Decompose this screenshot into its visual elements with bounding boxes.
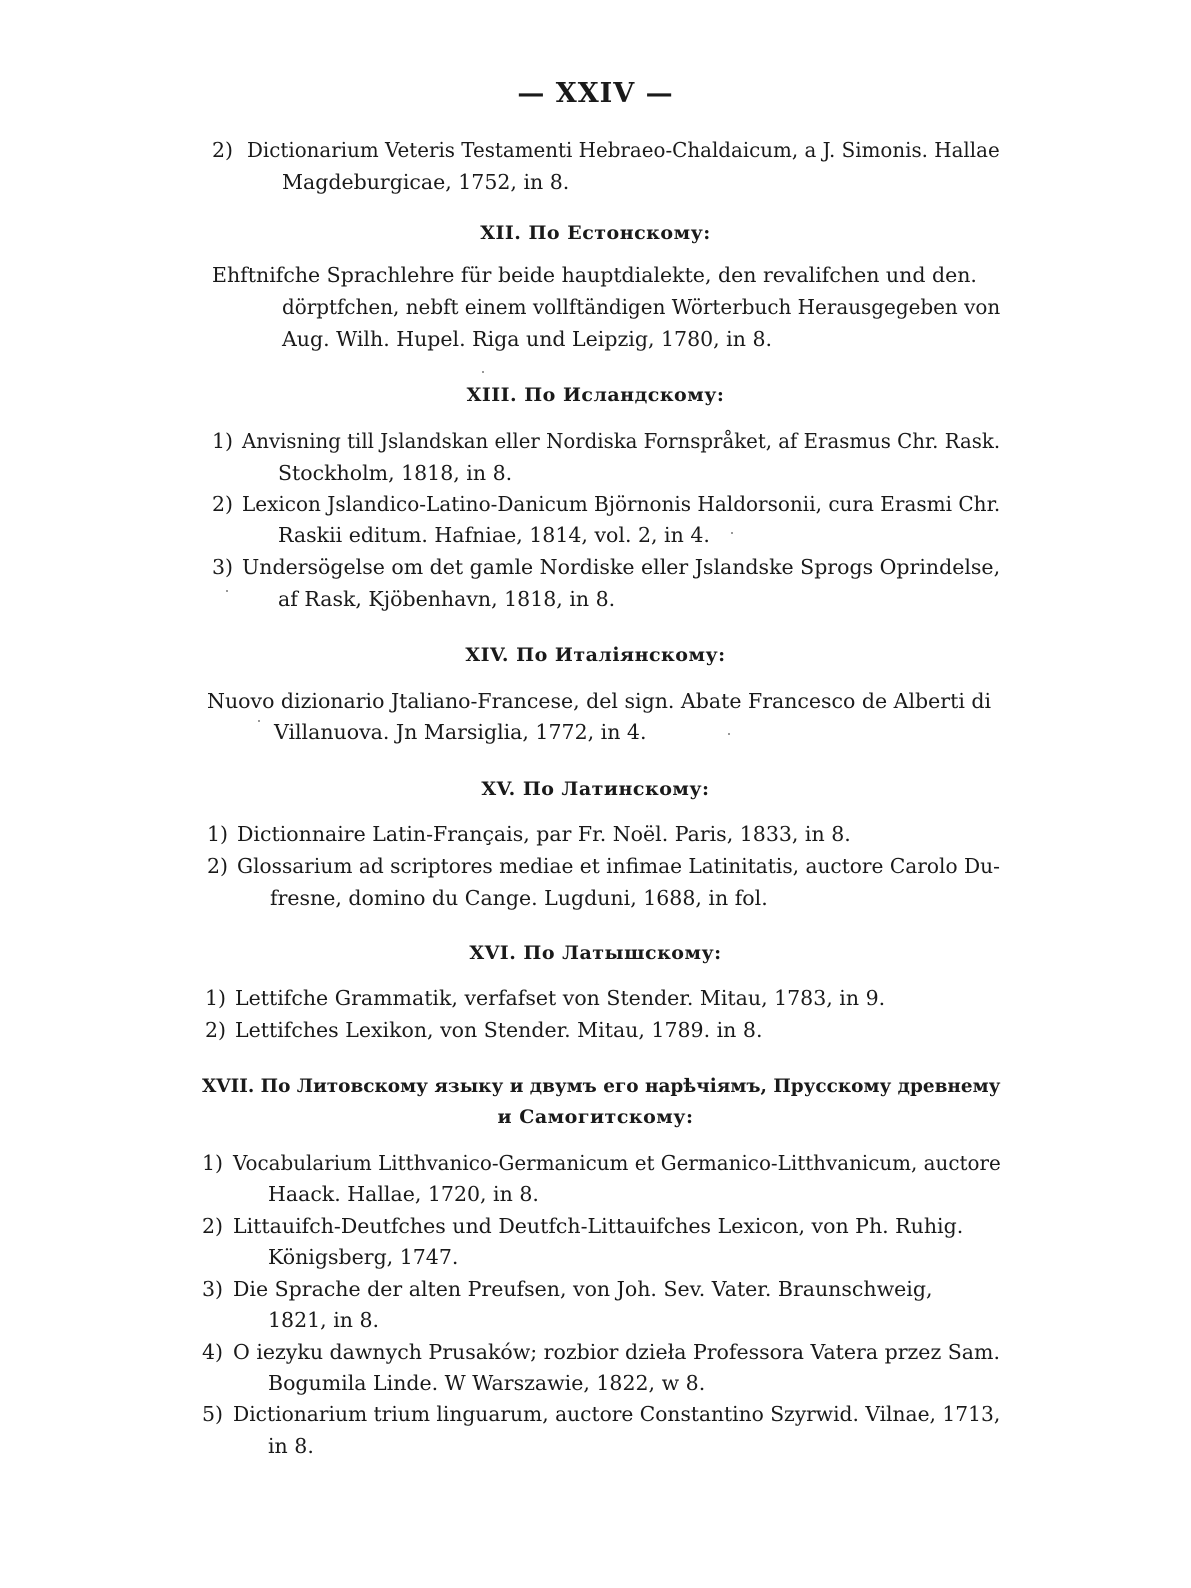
entry-xvii-5-line2: in 8. bbox=[268, 1434, 314, 1458]
entry-xv-1-number: 1) bbox=[207, 822, 229, 846]
entry-xvii-2-line2: Königsberg, 1747. bbox=[268, 1245, 459, 1269]
entry-xvii-2-number: 2) bbox=[202, 1214, 224, 1238]
entry-xvii-1-number: 1) bbox=[202, 1151, 224, 1175]
entry-xvii-5-line1: Dictionarium trium linguarum, auctore Constantino Szyrwid. Vilnae, 1713, bbox=[233, 1402, 1001, 1426]
entry-xiii-3-number: 3) bbox=[212, 555, 234, 579]
entry-xi-2-number: 2) bbox=[212, 138, 234, 162]
section-heading-xvii-line1: XVII. По Литовскому языку и двумъ его нарѣчіямъ, Прусскому древнему bbox=[202, 1075, 1001, 1097]
entry-xvii-5-number: 5) bbox=[202, 1402, 224, 1426]
entry-xii-1-line2: dörptfchen, nebft einem vollftändigen Wörterbuch Herausgegeben von bbox=[282, 295, 1001, 319]
entry-xvii-3-line2: 1821, in 8. bbox=[268, 1308, 380, 1332]
section-heading-xiv: XIV. По Италіянскому: bbox=[465, 644, 726, 666]
entry-xv-2-line2: fresne, domino du Cange. Lugduni, 1688, in fol. bbox=[270, 886, 768, 910]
entry-xv-2-number: 2) bbox=[207, 854, 229, 878]
scan-speck bbox=[258, 720, 260, 722]
entry-xv-2-line1: Glossarium ad scriptores mediae et infimae Latinitatis, auctore Carolo Du- bbox=[237, 854, 1000, 878]
page-number: — XXIV — bbox=[517, 78, 674, 109]
entry-xvii-4-line2: Bogumila Linde. W Warszawie, 1822, w 8. bbox=[268, 1371, 706, 1395]
scan-speck bbox=[728, 733, 730, 735]
entry-xvi-2-line1: Lettifches Lexikon, von Stender. Mitau, 1789. in 8. bbox=[235, 1018, 763, 1042]
section-heading-xvi: XVI. По Латышскому: bbox=[469, 942, 722, 964]
entry-xvii-1-line1: Vocabularium Litthvanico-Germanicum et Germanico-Litthvanicum, auctore bbox=[233, 1151, 1001, 1175]
section-heading-xii: XII. По Естонскому: bbox=[480, 222, 711, 244]
entry-xiii-3-line2: af Rask, Kjöbenhavn, 1818, in 8. bbox=[278, 587, 616, 611]
section-heading-xiii: XIII. По Исландскому: bbox=[466, 384, 725, 406]
entry-xvi-1-line1: Lettifche Grammatik, verfafset von Stender. Mitau, 1783, in 9. bbox=[235, 986, 886, 1010]
section-heading-xv: XV. По Латинскому: bbox=[481, 778, 710, 800]
entry-xiv-1-line1: Nuovo dizionario Jtaliano-Francese, del sign. Abate Francesco de Alberti di bbox=[207, 689, 992, 713]
section-heading-xvii-line2: и Самогитскому: bbox=[497, 1106, 694, 1128]
entry-xiii-2-line1: Lexicon Jslandico-Latino-Danicum Björnonis Haldorsonii, cura Erasmi Chr. bbox=[242, 492, 1001, 516]
entry-xi-2-line2: Magdeburgicae, 1752, in 8. bbox=[282, 170, 570, 194]
entry-xii-1-line1: Ehftnifche Sprachlehre für beide hauptdialekte, den revalifchen und den. bbox=[212, 263, 977, 287]
scan-speck bbox=[482, 371, 484, 373]
entry-xi-2-line1: Dictionarium Veteris Testamenti Hebraeo-Chaldaicum, a J. Simonis. Hallae bbox=[247, 138, 1000, 162]
entry-xvii-3-line1: Die Sprache der alten Preufsen, von Joh. Sev. Vater. Braunschweig, bbox=[233, 1277, 933, 1301]
entry-xiv-1-line2: Villanuova. Jn Marsiglia, 1772, in 4. bbox=[274, 720, 647, 744]
scan-speck bbox=[226, 590, 228, 592]
entry-xv-1-line1: Dictionnaire Latin-Français, par Fr. Noël. Paris, 1833, in 8. bbox=[237, 822, 851, 846]
entry-xvii-4-line1: O iezyku dawnych Prusaków; rozbior dzieła Professora Vatera przez Sam. bbox=[233, 1340, 1000, 1364]
entry-xiii-2-number: 2) bbox=[212, 492, 234, 516]
entry-xiii-1-line2: Stockholm, 1818, in 8. bbox=[278, 461, 513, 485]
entry-xvii-4-number: 4) bbox=[202, 1340, 224, 1364]
entry-xvii-3-number: 3) bbox=[202, 1277, 224, 1301]
entry-xvii-1-line2: Haack. Hallae, 1720, in 8. bbox=[268, 1182, 539, 1206]
entry-xii-1-line3: Aug. Wilh. Hupel. Riga und Leipzig, 1780, in 8. bbox=[282, 327, 773, 351]
entry-xiii-1-number: 1) bbox=[212, 429, 234, 453]
entry-xvii-2-line1: Littauifch-Deutfches und Deutfch-Littauifches Lexicon, von Ph. Ruhig. bbox=[233, 1214, 964, 1238]
scan-speck bbox=[731, 532, 733, 534]
entry-xiii-1-line1: Anvisning till Jslandskan eller Nordiska Fornspråket, af Erasmus Chr. Rask. bbox=[242, 429, 1001, 453]
entry-xvi-2-number: 2) bbox=[205, 1018, 227, 1042]
entry-xvi-1-number: 1) bbox=[205, 986, 227, 1010]
entry-xiii-2-line2: Raskii editum. Hafniae, 1814, vol. 2, in 4. bbox=[278, 523, 710, 547]
entry-xiii-3-line1: Undersögelse om det gamle Nordiske eller Jslandske Sprogs Oprindelse, bbox=[242, 555, 1001, 579]
